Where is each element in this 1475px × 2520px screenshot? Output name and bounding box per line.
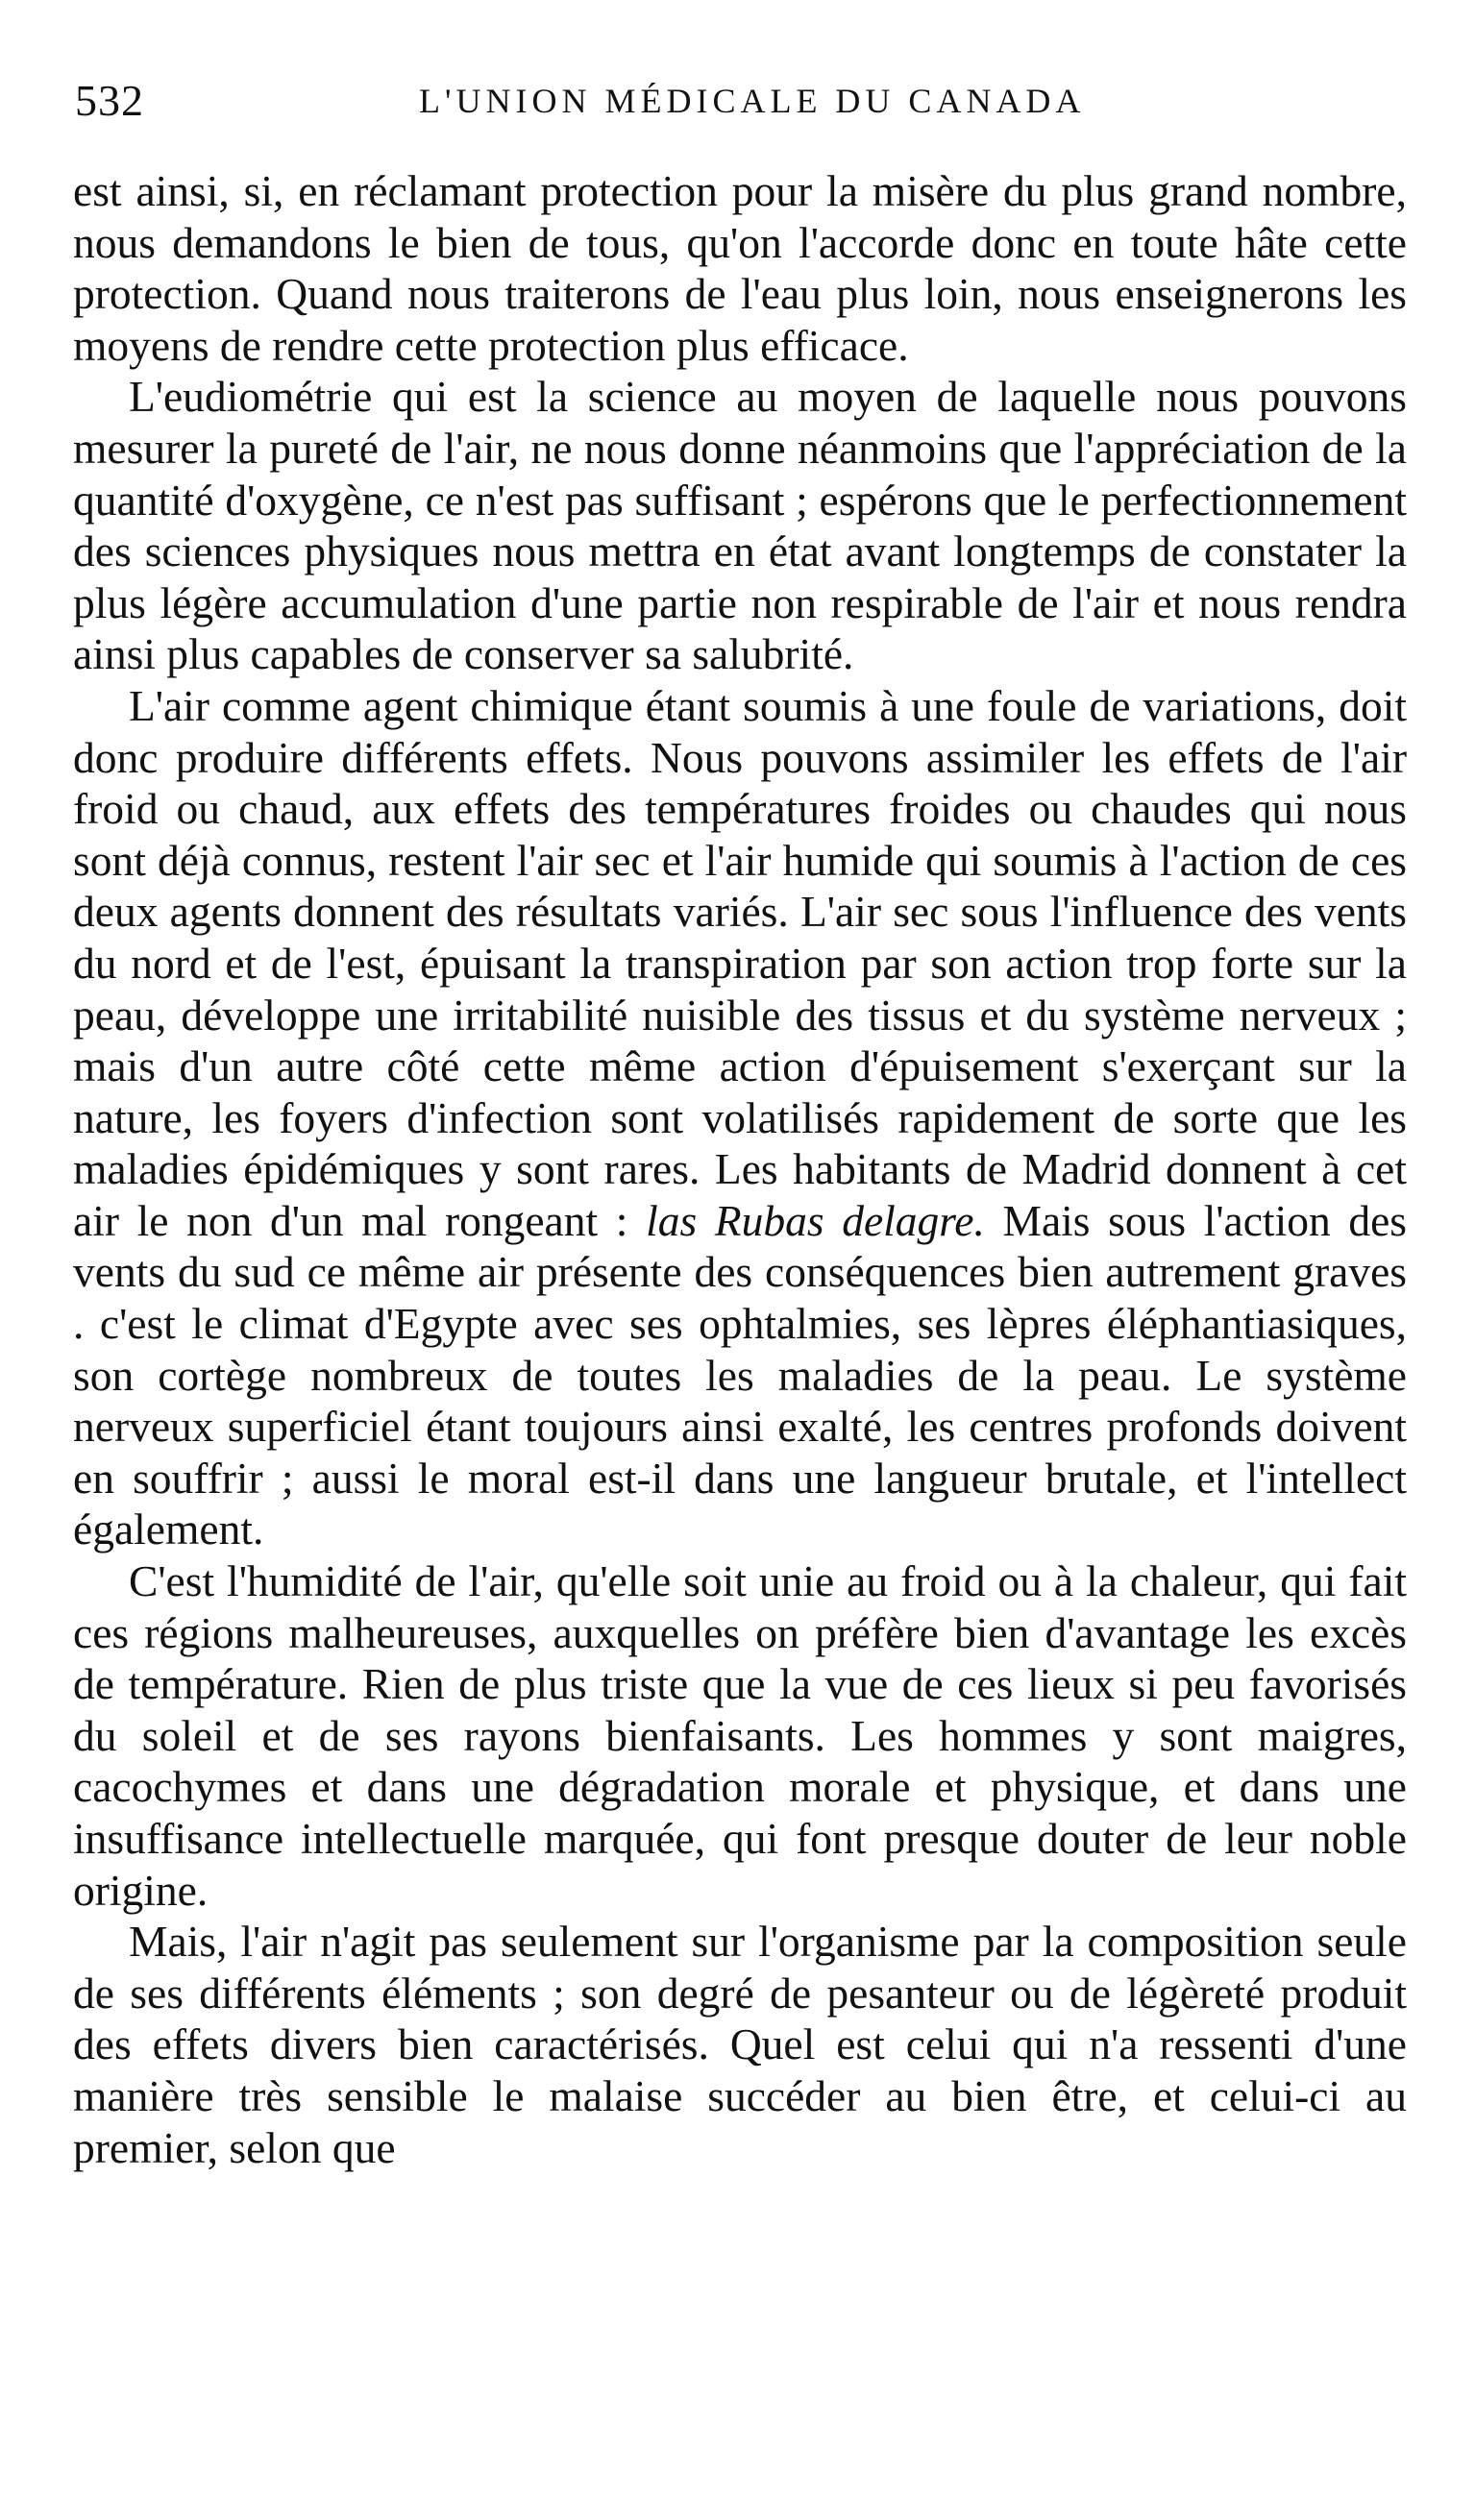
paragraph-air-agent-chimique [73,680,1407,1555]
page-number: 532 [75,76,144,125]
paragraph-continued: est ainsi, si, en réclamant protection pour la misère du plus grand nombre, nous demandons le bien de tous, qu'on l'accorde donc en toute hâte cette protection. Quand nous traiterons de l'eau plus loin, nous enseignerons les moyens de rendre cette protection plus efficace. [73,166,1407,370]
paragraph-text-segment: Mais sous l'action des vents du sud ce même air présente des conséquences bien autrement graves . c'est le climat d'Egypte avec ses ophtalmies, ses lèpres éléphantiasiques, son cortège nombreux de toutes les maladies de la peau. Le système nerveux superficiel étant toujours ainsi exalté, les centres profonds doivent en souffrir ; aussi le moral est-il dans une langueur brutale, et l'intellect également. [73,1195,1408,1554]
paragraph-humidite: C'est l'humidité de l'air, qu'elle soit unie au froid ou à la chaleur, qui fait ces régions malheureuses, auxquelles on préfère bien d'avantage les excès de température. Rien de plus triste que la vue de ces lieux si peu favorisés du soleil et de ses rayons bienfaisants. Les hommes y sont maigres, cacochymes et dans une dégradation morale et physique, et dans une insuffisance intellectuelle marquée, qui font presque douter de leur noble origine. [73,1556,1407,1915]
article-body [73,165,1407,2173]
paragraph-pesanteur: Mais, l'air n'agit pas seulement sur l'organisme par la composition seule de ses différents éléments ; son degré de pesanteur ou de légèreté produit des effets divers bien caractérisés. Quel est celui qui n'a ressenti d'une manière très sensible le malaise succéder au bien être, et celui-ci au premier, selon que [73,1917,1407,2172]
paragraph-eudiometrie: L'eudiométrie qui est la science au moyen de laquelle nous pouvons mesurer la pureté de l'air, ne nous donne néanmoins que l'appréciation de la quantité d'oxygène, ce n'est pas suffisant ; espérons que le perfectionnement des sciences physiques nous mettra en état avant longtemps de constater la plus légère accumulation d'une partie non respirable de l'air et nous rendra ainsi plus capables de conserver sa salubrité. [73,372,1407,679]
italic-expression: las Rubas delagre. [646,1195,985,1245]
running-header [75,75,1401,133]
paragraph-text-segment: L'air comme agent chimique étant soumis à une foule de variations, doit donc produire différents effets. Nous pouvons assimiler les effets de l'air froid ou chaud, aux effets des températures froides ou chaudes qui nous sont déjà connus, restent l'air sec et l'air humide qui soumis à l'action de ces deux agents donnent des résultats variés. L'air sec sous l'influence des vents du nord et de l'est, épuisant la transpiration par son action trop forte sur la peau, développe une irritabilité nuisible des tissus et du système nerveux ; mais d'un autre côté cette même action d'épuisement s'exerçant sur la nature, les foyers d'infection sont volatilisés rapidement de sorte que les maladies épidémiques y sont rares. Les habitants de Madrid donnent à cet air le non d'un mal rongeant : [73,680,1407,1245]
journal-title: L'UNION MÉDICALE DU CANADA [419,82,1086,120]
